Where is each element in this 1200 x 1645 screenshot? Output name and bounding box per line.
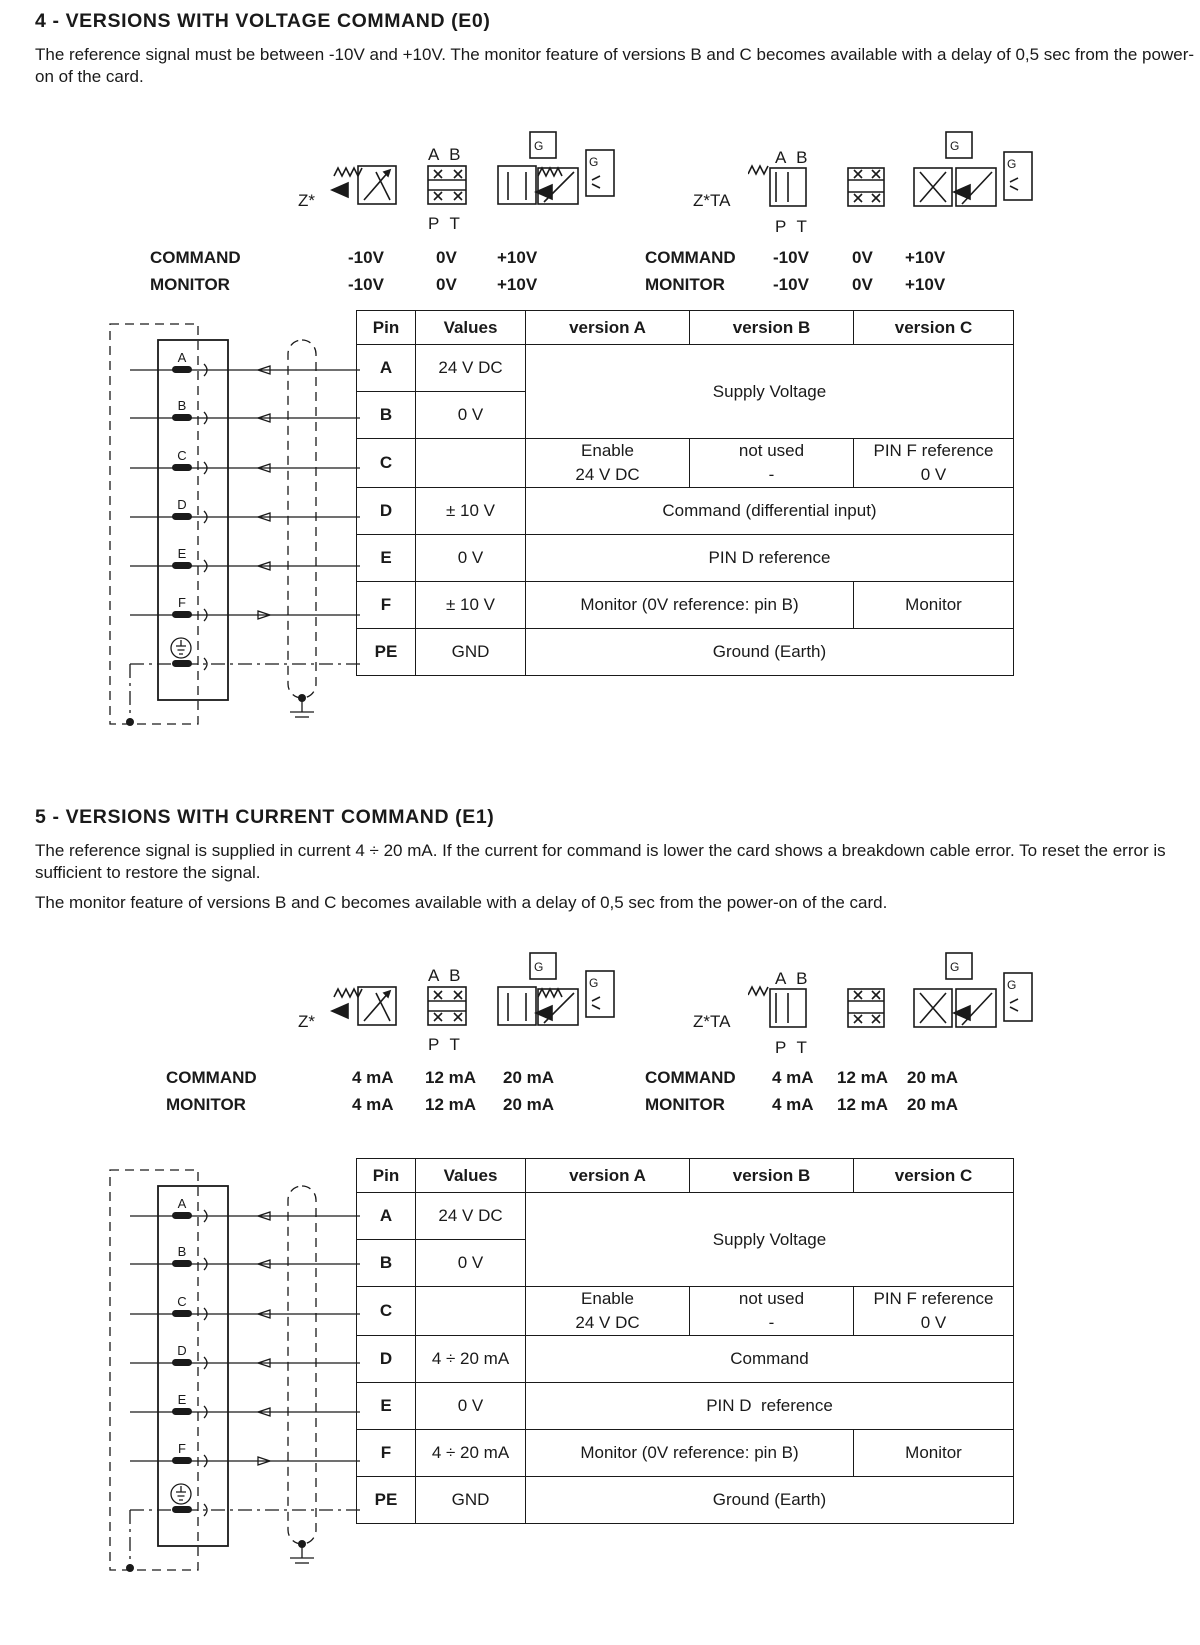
pin-cell: D [357,1336,416,1383]
command-value-low: -10V [348,248,384,267]
pin-cell: F [357,582,416,629]
command-value-high: +10V [905,248,946,267]
connector-pin-c: C [177,448,187,463]
connector-pin-f: F [178,1441,186,1456]
table-row [357,439,1014,488]
value-cell: GND [416,629,526,676]
connector-pin-c: C [177,1294,187,1309]
connector-pin-d: D [177,1343,187,1358]
valve-ports-bottom-right: P T [775,1038,810,1057]
table-row [357,1383,1014,1430]
command-value-mid: 0V [852,248,873,267]
section-title: 5 - VERSIONS WITH CURRENT COMMAND (E1) [35,806,495,828]
command-value-mid: 12 mA [837,1068,889,1087]
intro-paragraph: The reference signal is supplied in current 4 ÷ 20 mA. If the current for command is lower the card shows a breakdown cable error. To reset the error is sufficient to restore the signal. [35,841,1166,882]
pin-cell: B [357,392,416,439]
svg-text:G: G [534,960,544,974]
valve-ports-top-right: A B [775,969,811,988]
monitor-value-mid: 0V [436,275,457,294]
pin-table [356,1158,1014,1524]
cell-line: - [768,1313,775,1332]
connector-pin-b: B [177,1244,187,1259]
connector-wiring-diagram [0,0,360,760]
valve-symbol-left-icon [330,128,620,218]
monitor-value-high: +10V [497,275,538,294]
command-label: COMMAND [645,1068,736,1087]
pin-cell: D [357,488,416,535]
pin-cell: B [357,1240,416,1287]
monitor-value-high: +10V [905,275,946,294]
svg-text:G: G [589,155,599,169]
function-cell-version-c: Monitor [854,1430,1014,1477]
valve-ports-bottom-left: P T [428,1035,463,1054]
table-row [357,345,1014,392]
command-value-high: 20 mA [907,1068,959,1087]
command-value-mid: 0V [436,248,457,267]
connector-pin-a: A [177,1196,187,1211]
function-cell-version-a [526,1287,690,1336]
valve-symbol-right-icon [748,949,1038,1039]
cell-line: Enable [581,441,634,460]
section-voltage-command [0,0,1200,760]
function-cell-version-c: Monitor [854,582,1014,629]
header-version-a: version A [526,1159,690,1193]
pin-cell: C [357,1287,416,1336]
function-cell: Command [526,1336,1014,1383]
svg-text:G: G [1007,978,1017,992]
monitor-value-mid: 12 mA [837,1095,889,1114]
header-values: Values [416,1159,526,1193]
table-row [357,582,1014,629]
header-version-b: version B [690,311,854,345]
function-cell: PIN D reference [526,1383,1014,1430]
section-title: 4 - VERSIONS WITH VOLTAGE COMMAND (E0) [35,10,491,32]
function-cell-version-b [690,439,854,488]
valve-ports-top-right: A B [775,148,811,167]
value-cell: GND [416,1477,526,1524]
header-pin: Pin [357,1159,416,1193]
command-value-mid: 12 mA [425,1068,477,1087]
monitor-value-low: 4 mA [772,1095,814,1114]
header-version-c: version C [854,311,1014,345]
table-row [357,488,1014,535]
header-pin: Pin [357,311,416,345]
value-cell: 0 V [416,1383,526,1430]
value-cell: 4 ÷ 20 mA [416,1336,526,1383]
command-value-low: -10V [773,248,809,267]
connector-pin-b: B [177,398,187,413]
valve-label-left: Z* [298,1012,315,1031]
valve-ports-top-left: A B [428,145,464,164]
svg-text:G: G [534,139,544,153]
pin-cell: PE [357,1477,416,1524]
function-cell: Command (differential input) [526,488,1014,535]
pin-cell: E [357,1383,416,1430]
cell-line: 24 V DC [575,465,640,484]
cell-line: not used [738,441,805,460]
cell-line: not used [738,1289,805,1308]
pin-table [356,310,1014,676]
monitor-value-low: 4 mA [352,1095,394,1114]
monitor-label: MONITOR [150,275,230,294]
value-cell [416,439,526,488]
function-cell-version-b [690,1287,854,1336]
pin-cell: PE [357,629,416,676]
svg-text:G: G [950,960,960,974]
connector-pin-d: D [177,497,187,512]
function-cell-version-c [854,1287,1014,1336]
valve-label-left: Z* [298,191,315,210]
cell-line: Enable [581,1289,634,1308]
value-cell: 24 V DC [416,345,526,392]
command-label: COMMAND [166,1068,257,1087]
command-value-low: 4 mA [352,1068,394,1087]
monitor-value-high: 20 mA [907,1095,959,1114]
pin-cell: A [357,345,416,392]
pin-cell: C [357,439,416,488]
cell-line: 0 V [920,465,947,484]
connector-wiring-diagram [0,796,360,1645]
function-cell-version-a [526,439,690,488]
pin-cell: E [357,535,416,582]
valve-symbol-right-icon [748,128,1038,218]
value-cell [416,1287,526,1336]
pin-cell: F [357,1430,416,1477]
cell-line: 0 V [920,1313,947,1332]
command-label: COMMAND [645,248,736,267]
monitor-value-high: 20 mA [503,1095,555,1114]
table-row [357,1287,1014,1336]
section-current-command [0,796,1200,1645]
connector-pin-a: A [177,350,187,365]
cell-line: PIN F reference [873,441,994,460]
monitor-value-low: -10V [773,275,809,294]
function-cell: Ground (Earth) [526,629,1014,676]
command-label: COMMAND [150,248,241,267]
intro-paragraph: The monitor feature of versions B and C becomes available with a delay of 0,5 sec from the power-on of the card. [35,893,888,912]
cell-line: PIN F reference [873,1289,994,1308]
connector-pin-f: F [178,595,186,610]
svg-text:G: G [589,976,599,990]
cell-line: 24 V DC [575,1313,640,1332]
command-value-high: +10V [497,248,538,267]
table-row [357,1193,1014,1240]
function-cell-version-c [854,439,1014,488]
value-cell: 24 V DC [416,1193,526,1240]
function-cell: Supply Voltage [526,1193,1014,1287]
valve-ports-bottom-left: P T [428,214,463,233]
valve-symbol-left-icon [330,949,620,1039]
command-value-high: 20 mA [503,1068,555,1087]
function-cell: PIN D reference [526,535,1014,582]
command-value-low: 4 mA [772,1068,814,1087]
value-cell: 4 ÷ 20 mA [416,1430,526,1477]
valve-label-right: Z*TA [693,191,731,210]
value-cell: 0 V [416,392,526,439]
intro-paragraph: The reference signal must be between -10V and +10V. The monitor feature of versions B and C becomes available with a delay of 0,5 sec from the power-on of the card. [35,45,1195,86]
table-row [357,629,1014,676]
valve-ports-bottom-right: P T [775,217,810,236]
monitor-label: MONITOR [166,1095,246,1114]
value-cell: 0 V [416,1240,526,1287]
header-version-b: version B [690,1159,854,1193]
value-cell: ± 10 V [416,582,526,629]
monitor-value-mid: 0V [852,275,873,294]
function-cell-version-ab: Monitor (0V reference: pin B) [526,582,854,629]
monitor-label: MONITOR [645,275,725,294]
cell-line: - [768,465,775,484]
function-cell: Ground (Earth) [526,1477,1014,1524]
value-cell: ± 10 V [416,488,526,535]
pin-cell: A [357,1193,416,1240]
header-values: Values [416,311,526,345]
monitor-value-mid: 12 mA [425,1095,477,1114]
header-version-a: version A [526,311,690,345]
table-row [357,1430,1014,1477]
value-cell: 0 V [416,535,526,582]
connector-pin-e: E [177,546,187,561]
table-row [357,1336,1014,1383]
valve-label-right: Z*TA [693,1012,731,1031]
table-row [357,535,1014,582]
valve-ports-top-left: A B [428,966,464,985]
svg-text:G: G [950,139,960,153]
connector-pin-e: E [177,1392,187,1407]
function-cell-version-ab: Monitor (0V reference: pin B) [526,1430,854,1477]
table-row [357,1477,1014,1524]
monitor-label: MONITOR [645,1095,725,1114]
header-version-c: version C [854,1159,1014,1193]
function-cell: Supply Voltage [526,345,1014,439]
svg-text:G: G [1007,157,1017,171]
monitor-value-low: -10V [348,275,384,294]
